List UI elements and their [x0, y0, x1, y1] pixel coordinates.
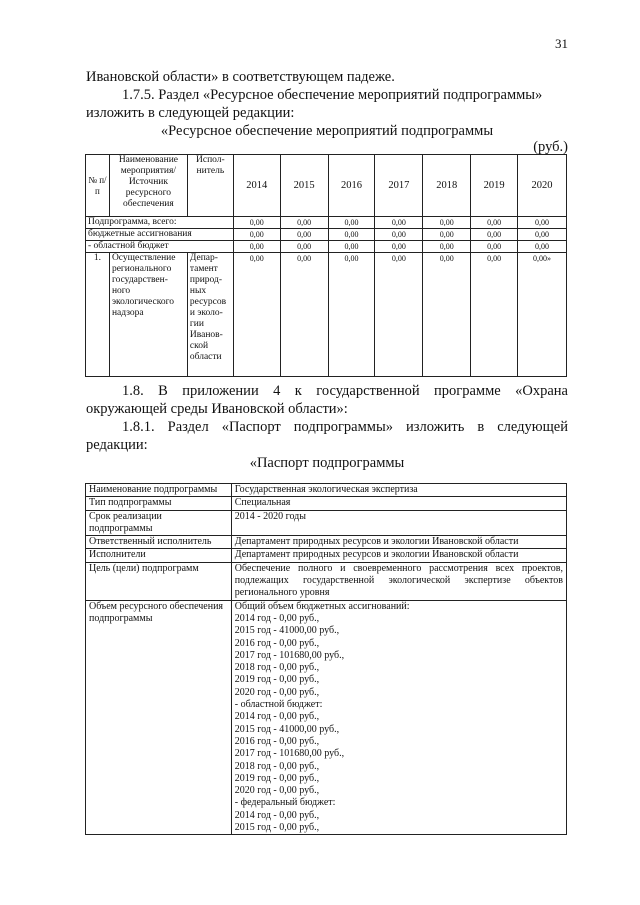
funding-value: [231, 600, 566, 835]
funding-line: 2014 год - 0,00 руб.,: [234, 711, 320, 723]
funding-line: 2020 год - 0,00 руб.,: [234, 785, 320, 797]
funding-line: 2017 год - 101680,00 руб.,: [234, 748, 345, 760]
value-cell: 0,00: [375, 241, 423, 253]
table-row: [86, 241, 567, 253]
row-label: бюджетные ассигнования: [86, 229, 234, 241]
intro-line: Ивановской области» в соответствующем падеже.: [86, 69, 395, 85]
table-row: [86, 510, 567, 536]
table-row: [86, 497, 567, 510]
row-label: - областной бюджет: [86, 241, 234, 253]
funding-line: 2016 год - 0,00 руб.,: [234, 637, 320, 649]
passport-value: Государственная экологическая экспертиза: [231, 484, 566, 497]
value-cell: 0,00: [328, 217, 375, 229]
table-row: [86, 229, 567, 241]
header-year: 2016: [328, 155, 375, 217]
value-cell: 0,00: [233, 217, 280, 229]
value-cell: 0,00: [518, 229, 567, 241]
funding-line: 2014 год - 0,00 руб.,: [234, 612, 320, 624]
table-row: [86, 484, 567, 497]
funding-line: - областной бюджет:: [234, 699, 323, 711]
value-cell: 0,00: [233, 229, 280, 241]
funding-line: 2019 год - 0,00 руб.,: [234, 674, 320, 686]
funding-line: 2020 год - 0,00 руб.,: [234, 686, 320, 698]
passport-value: Специальная: [231, 497, 566, 510]
funding-key: Объем ресурсного обеспечения подпрограммы: [86, 600, 232, 835]
value-cell: 0,00: [233, 253, 280, 377]
value-cell: 0,00»: [518, 253, 567, 377]
section-1-8-1-line2: редакции:: [86, 437, 148, 453]
header-year: 2020: [518, 155, 567, 217]
value-cell: 0,00: [471, 241, 518, 253]
table-row: [86, 562, 567, 600]
header-name: Наименование мероприятия/ Источник ресурсного обеспечения: [109, 155, 187, 217]
table-row: [86, 600, 567, 835]
value-cell: 0,00: [375, 229, 423, 241]
value-cell: 0,00: [328, 253, 375, 377]
section-1-8-1-line1: 1.8.1. Раздел «Паспорт подпрограммы» изложить в следующей: [122, 419, 568, 435]
unit-label: (руб.): [533, 139, 568, 155]
funding-line: 2015 год - 41000,00 руб.,: [234, 723, 340, 735]
passport-key: Цель (цели) подпрограмм: [86, 562, 232, 600]
value-cell: 0,00: [280, 217, 328, 229]
funding-line: 2015 год - 41000,00 руб.,: [234, 625, 340, 637]
value-cell: 0,00: [423, 253, 471, 377]
value-cell: 0,00: [280, 241, 328, 253]
funding-line: 2018 год - 0,00 руб.,: [234, 662, 320, 674]
value-cell: 0,00: [423, 217, 471, 229]
header-year: 2015: [280, 155, 328, 217]
value-cell: 0,00: [375, 253, 423, 377]
table-row: [86, 549, 567, 562]
passport-value: Департамент природных ресурсов и экологии Ивановской области: [231, 536, 566, 549]
funding-line: 2016 год - 0,00 руб.,: [234, 735, 320, 747]
funding-line: Общий объем бюджетных ассигнований:: [234, 600, 410, 612]
passport-key: Срок реализации подпрограммы: [86, 510, 232, 536]
funding-line: 2014 год - 0,00 руб.,: [234, 809, 320, 821]
section-1-7-5-line1: 1.7.5. Раздел «Ресурсное обеспечение мероприятий подпрограммы»: [122, 87, 543, 103]
funding-line: 2018 год - 0,00 руб.,: [234, 760, 320, 772]
value-cell: 0,00: [518, 241, 567, 253]
header-year: 2017: [375, 155, 423, 217]
page-number: 31: [555, 36, 568, 51]
funding-line: 2015 год - 0,00 руб.,: [234, 822, 320, 834]
funding-line: 2017 год - 101680,00 руб.,: [234, 649, 345, 661]
value-cell: 0,00: [518, 217, 567, 229]
header-executor: Испол-нитель: [187, 155, 233, 217]
passport-title: «Паспорт подпрограммы: [249, 455, 405, 471]
value-cell: 0,00: [423, 241, 471, 253]
resource-table-header: [86, 155, 567, 217]
item-number: 1.: [86, 253, 110, 377]
value-cell: 0,00: [328, 241, 375, 253]
resource-table: [85, 154, 567, 377]
value-cell: 0,00: [471, 229, 518, 241]
passport-key: Исполнители: [86, 549, 232, 562]
passport-value: Обеспечение полного и своевременного рассмотрения всех проектов, подлежащих государственной экологической экспертизе объектов регионального уровня: [231, 562, 566, 600]
table-row: [86, 217, 567, 229]
header-year: 2014: [233, 155, 280, 217]
resource-table-title: «Ресурсное обеспечение мероприятий подпрограммы: [160, 123, 494, 139]
passport-key: Наименование подпрограммы: [86, 484, 232, 497]
header-number: № п/п: [86, 155, 110, 217]
value-cell: 0,00: [280, 229, 328, 241]
section-1-7-5-line2: изложить в следующей редакции:: [86, 105, 295, 121]
value-cell: 0,00: [375, 217, 423, 229]
passport-value: Департамент природных ресурсов и экологии Ивановской области: [231, 549, 566, 562]
header-year: 2019: [471, 155, 518, 217]
value-cell: 0,00: [328, 229, 375, 241]
passport-key: Ответственный исполнитель: [86, 536, 232, 549]
value-cell: 0,00: [280, 253, 328, 377]
table-row: [86, 536, 567, 549]
section-1-8-line2: окружающей среды Ивановской области»:: [86, 401, 348, 417]
header-year: 2018: [423, 155, 471, 217]
value-cell: 0,00: [423, 229, 471, 241]
value-cell: 0,00: [233, 241, 280, 253]
item-name: Осуществление регионального государствен-ного экологического надзора: [109, 253, 187, 377]
funding-line: 2019 год - 0,00 руб.,: [234, 772, 320, 784]
table-row: [86, 253, 567, 377]
passport-key: Тип подпрограммы: [86, 497, 232, 510]
funding-line: - федеральный бюджет:: [234, 797, 336, 809]
item-executor: Депар-тамент природ-ных ресурсов и эколо-гии Иванов-ской области: [187, 253, 233, 377]
section-1-8-line1: 1.8. В приложении 4 к государственной программе «Охрана: [122, 383, 568, 399]
row-label: Подпрограмма, всего:: [86, 217, 234, 229]
passport-table: [85, 483, 567, 835]
passport-value: 2014 - 2020 годы: [231, 510, 566, 536]
value-cell: 0,00: [471, 253, 518, 377]
value-cell: 0,00: [471, 217, 518, 229]
